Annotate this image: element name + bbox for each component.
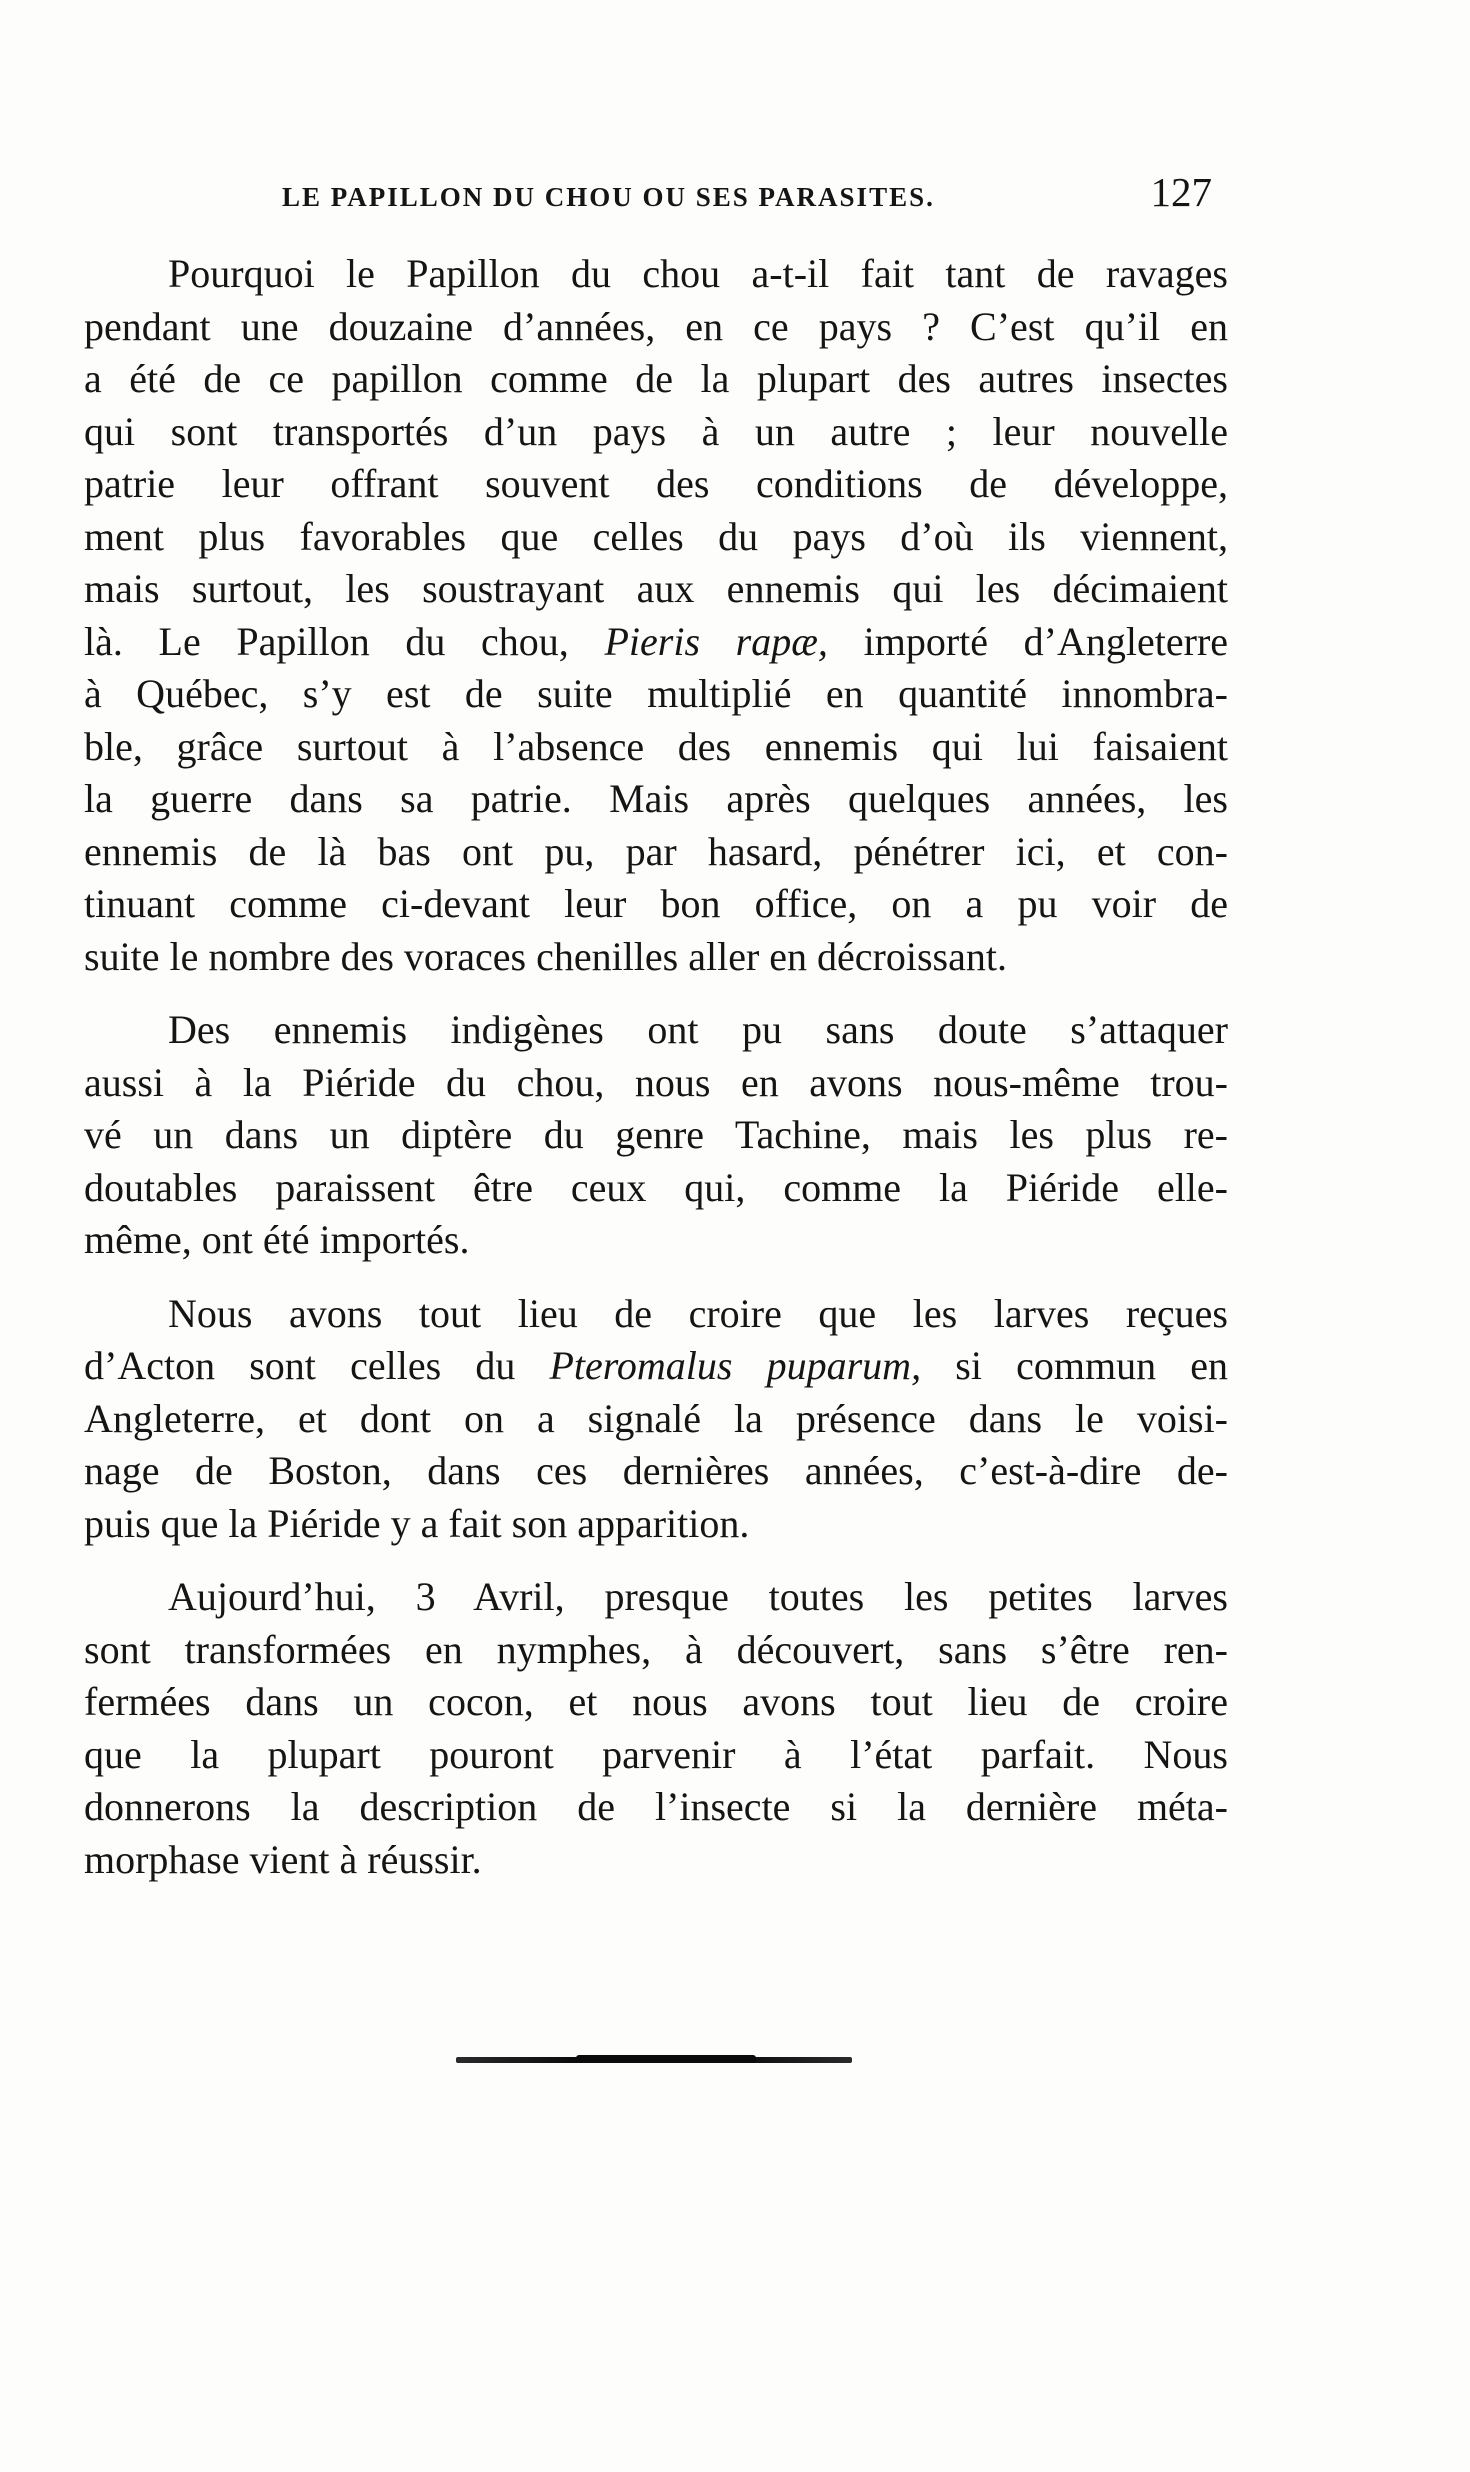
paragraph-4 <box>84 1571 1228 1886</box>
text-segment: là. Le Papillon du chou, <box>84 618 605 664</box>
text-line: ble, grâce surtout à l’absence des ennemis qui lui faisaient <box>84 723 1228 769</box>
text-line: Des ennemis indigènes ont pu sans doute s’attaquer <box>168 1007 1228 1052</box>
text-line: Angleterre, et dont on a signalé la présence dans le voisi- <box>84 1395 1228 1441</box>
text-line: qui sont transportés d’un pays à un autre ; leur nouvelle <box>84 408 1228 454</box>
text-line: aussi à la Piéride du chou, nous en avons nous-même trou- <box>84 1059 1228 1105</box>
text-line: mais surtout, les soustrayant aux ennemis qui les décimaient <box>84 566 1228 611</box>
text-line <box>84 616 1228 669</box>
text-line: ennemis de là bas ont pu, par hasard, pénétrer ici, et con- <box>84 828 1228 874</box>
text-line: fermées dans un cocon, et nous avons tout lieu de croire <box>84 1679 1228 1724</box>
running-head <box>282 168 1212 218</box>
species-name-pieris-rapae: Pieris rapæ, <box>604 618 828 664</box>
page-number: 127 <box>1150 169 1212 215</box>
text-line: morphase vient à réussir. <box>84 1836 482 1882</box>
text-line: tinuant comme ci-devant leur bon office, on a pu voir de <box>84 881 1228 926</box>
text-line: donnerons la description de l’insecte si la dernière méta- <box>84 1784 1228 1829</box>
text-line: la guerre dans sa patrie. Mais après quelques années, les <box>84 776 1228 821</box>
text-line: patrie leur offrant souvent des conditions de développe, <box>84 461 1228 506</box>
text-segment: d’Acton sont celles du <box>84 1343 550 1388</box>
paragraph-3 <box>84 1288 1228 1551</box>
text-line: à Québec, s’y est de suite multiplié en quantité innombra- <box>84 671 1228 716</box>
text-line: même, ont été importés. <box>84 1217 470 1262</box>
text-line: que la plupart pouront parvenir à l’état parfait. Nous <box>84 1731 1228 1777</box>
text-line: suite le nombre des voraces chenilles aller en décroissant. <box>84 933 1007 979</box>
end-rule <box>456 2057 852 2063</box>
text-line: vé un dans un diptère du genre Tachine, mais les plus re- <box>84 1112 1228 1157</box>
text-line: pendant une douzaine d’années, en ce pays ? C’est qu’il en <box>84 303 1228 349</box>
text-line: Pourquoi le Papillon du chou a-t-il fait tant de ravages <box>168 251 1228 296</box>
paragraph-1 <box>84 248 1228 983</box>
text-line: puis que la Piéride y a fait son apparition. <box>84 1500 750 1546</box>
text-line: sont transformées en nymphes, à découvert, sans s’être ren- <box>84 1626 1228 1672</box>
running-title: LE PAPILLON DU CHOU OU SES PARASITES. <box>282 182 935 212</box>
body-text <box>84 248 1228 1886</box>
text-line: ment plus favorables que celles du pays d’où ils viennent, <box>84 513 1228 559</box>
text-line: nage de Boston, dans ces dernières années, c’est-à-dire de- <box>84 1448 1228 1493</box>
species-name-pteromalus-puparum: Pteromalus puparum, <box>549 1343 922 1388</box>
text-segment: si commun en <box>921 1343 1229 1388</box>
text-line: Aujourd’hui, 3 Avril, presque toutes les petites larves <box>168 1574 1228 1619</box>
text-line: Nous avons tout lieu de croire que les larves reçues <box>168 1290 1228 1336</box>
text-line: a été de ce papillon comme de la plupart des autres insectes <box>84 356 1228 401</box>
text-segment: importé d’Angleterre <box>827 618 1229 664</box>
text-line <box>84 1340 1228 1393</box>
paragraph-2 <box>84 1004 1228 1267</box>
text-line: doutables paraissent être ceux qui, comme la Piéride elle- <box>84 1164 1228 1210</box>
